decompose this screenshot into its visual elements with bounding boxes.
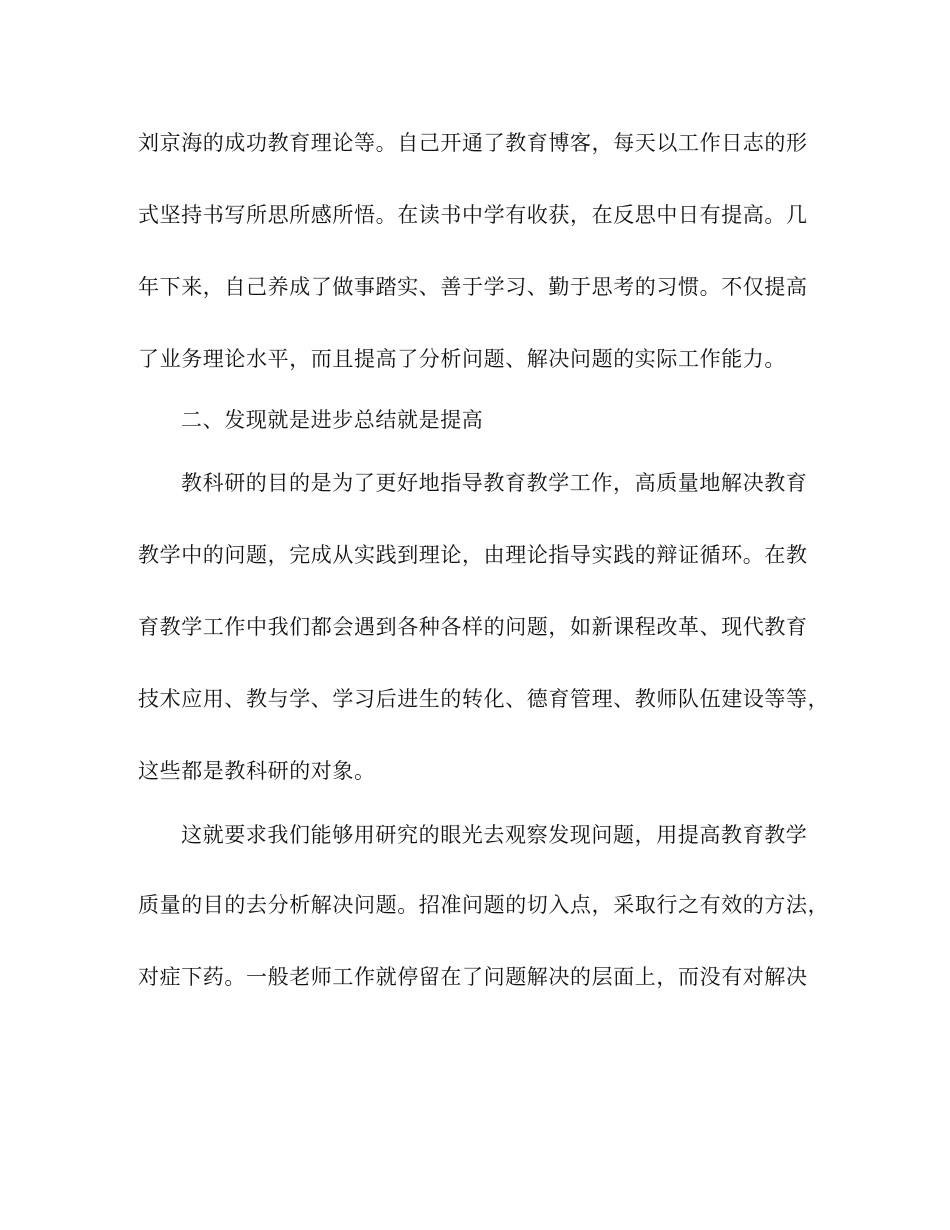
paragraph-line: 式坚持书写所思所感所悟。在读书中学有收获，在反思中日有提高。几 (138, 203, 808, 227)
section-heading: 二、发现就是进步总结就是提高 (181, 408, 484, 432)
paragraph-line: 对症下药。一般老师工作就停留在了问题解决的层面上，而没有对解决 (138, 965, 808, 989)
paragraph-line: 教学中的问题，完成从实践到理论，由理论指导实践的辩证循环。在教 (138, 543, 808, 567)
paragraph-line: 刘京海的成功教育理论等。自己开通了教育博客，每天以工作日志的形 (138, 131, 808, 155)
paragraph-line: 教科研的目的是为了更好地指导教育教学工作，高质量地解决教育 (181, 471, 808, 495)
paragraph-line: 育教学工作中我们都会遇到各种各样的问题，如新课程改革、现代教育 (138, 615, 808, 639)
paragraph-line: 这就要求我们能够用研究的眼光去观察发现问题，用提高教育教学 (181, 823, 808, 847)
paragraph-line: 了业务理论水平，而且提高了分析问题、解决问题的实际工作能力。 (138, 347, 786, 371)
paragraph-line: 质量的目的去分析解决问题。招准问题的切入点，采取行之有效的方法， (138, 893, 830, 917)
paragraph-line: 技术应用、教与学、学习后进生的转化、德育管理、教师队伍建设等等， (138, 687, 830, 711)
paragraph-line: 年下来，自己养成了做事踏实、善于学习、勤于思考的习惯。不仅提高 (138, 275, 808, 299)
paragraph-line: 这些都是教科研的对象。 (138, 759, 376, 783)
